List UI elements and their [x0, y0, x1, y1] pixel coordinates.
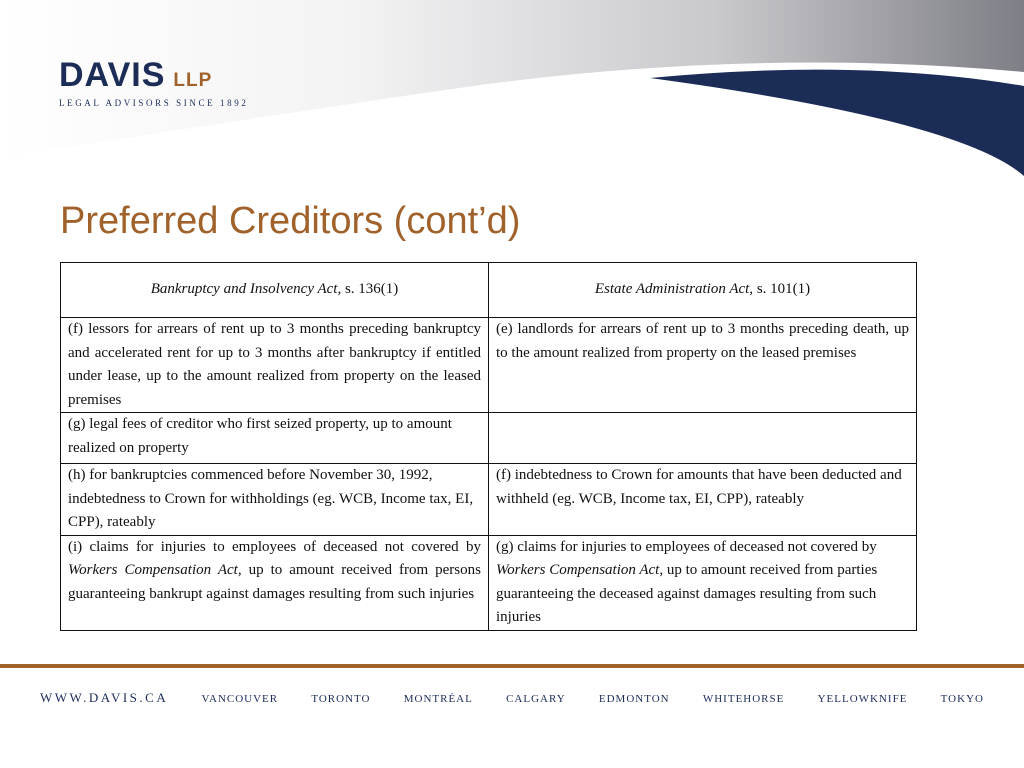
table-cell: (h) for bankruptcies commenced before November 30, 1992, indebtedness to Crown for withholdings (eg. WCB, Income tax, EI, CPP), rateably — [61, 464, 489, 536]
city-toronto: TORONTO — [311, 693, 371, 705]
table-row — [61, 464, 917, 536]
table-row — [61, 413, 917, 464]
table-header-row — [61, 263, 917, 318]
logo-tagline: LEGAL ADVISORS SINCE 1892 — [59, 98, 249, 108]
city-whitehorse: WHITEHORSE — [702, 693, 785, 705]
navy-swoosh — [650, 70, 1024, 176]
cell-text: up to amount received from persons guaranteeing bankrupt against damages resulting from such injuries — [68, 562, 481, 602]
section-ref: s. 136(1) — [341, 281, 399, 298]
davis-logo — [59, 58, 248, 108]
table-cell — [489, 535, 917, 630]
cell-text: (i) claims for injuries to employees of deceased not covered by — [68, 538, 481, 555]
city-yellowknife: YELLOWKNIFE — [817, 693, 908, 705]
act-name: Workers Compensation Act, — [496, 562, 664, 578]
act-name: Workers Compensation Act, — [68, 562, 242, 578]
table-cell: (f) lessors for arrears of rent up to 3 months preceding bankruptcy and accelerated rent for up to 3 months after bankruptcy if entitled under lease, up to the amount realized from property on the leased premises — [61, 318, 489, 413]
city-edmonton: EDMONTON — [598, 693, 670, 705]
table-cell-empty — [489, 413, 917, 464]
creditors-table — [60, 262, 917, 631]
slide-title: Preferred Creditors (cont’d) — [60, 200, 521, 242]
table-row — [61, 535, 917, 630]
table-cell: (g) legal fees of creditor who first seized property, up to amount realized on property — [61, 413, 489, 464]
city-vancouver: VANCOUVER — [201, 693, 279, 705]
footer-divider — [0, 664, 1024, 668]
city-tokyo: TOKYO — [940, 693, 984, 705]
act-name: Bankruptcy and Insolvency Act, — [150, 281, 342, 298]
header-bia — [61, 263, 489, 318]
table-cell: (e) landlords for arrears of rent up to 3 months preceding death, up to the amount realized from property on the leased premises — [489, 318, 917, 413]
cell-text: up to amount received from parties guaranteeing the deceased against damages resulting from such injuries — [496, 562, 878, 625]
table-cell — [61, 535, 489, 630]
act-name: Estate Administration Act, — [594, 281, 754, 298]
cell-text: (g) claims for injuries to employees of deceased not covered by — [496, 538, 877, 555]
logo-name: DAVIS — [59, 56, 166, 94]
header-eaa — [489, 263, 917, 318]
table-row — [61, 318, 917, 413]
logo-suffix: LLP — [173, 70, 213, 91]
website-link[interactable]: WWW.DAVIS.CA — [40, 690, 169, 705]
footer-bar — [40, 690, 984, 706]
city-calgary: CALGARY — [506, 693, 566, 705]
city-montreal: MONTRÉAL — [403, 693, 473, 705]
table-cell: (f) indebtedness to Crown for amounts that have been deducted and withheld (eg. WCB, Income tax, EI, CPP), rateably — [489, 464, 917, 536]
section-ref: s. 101(1) — [753, 281, 811, 298]
